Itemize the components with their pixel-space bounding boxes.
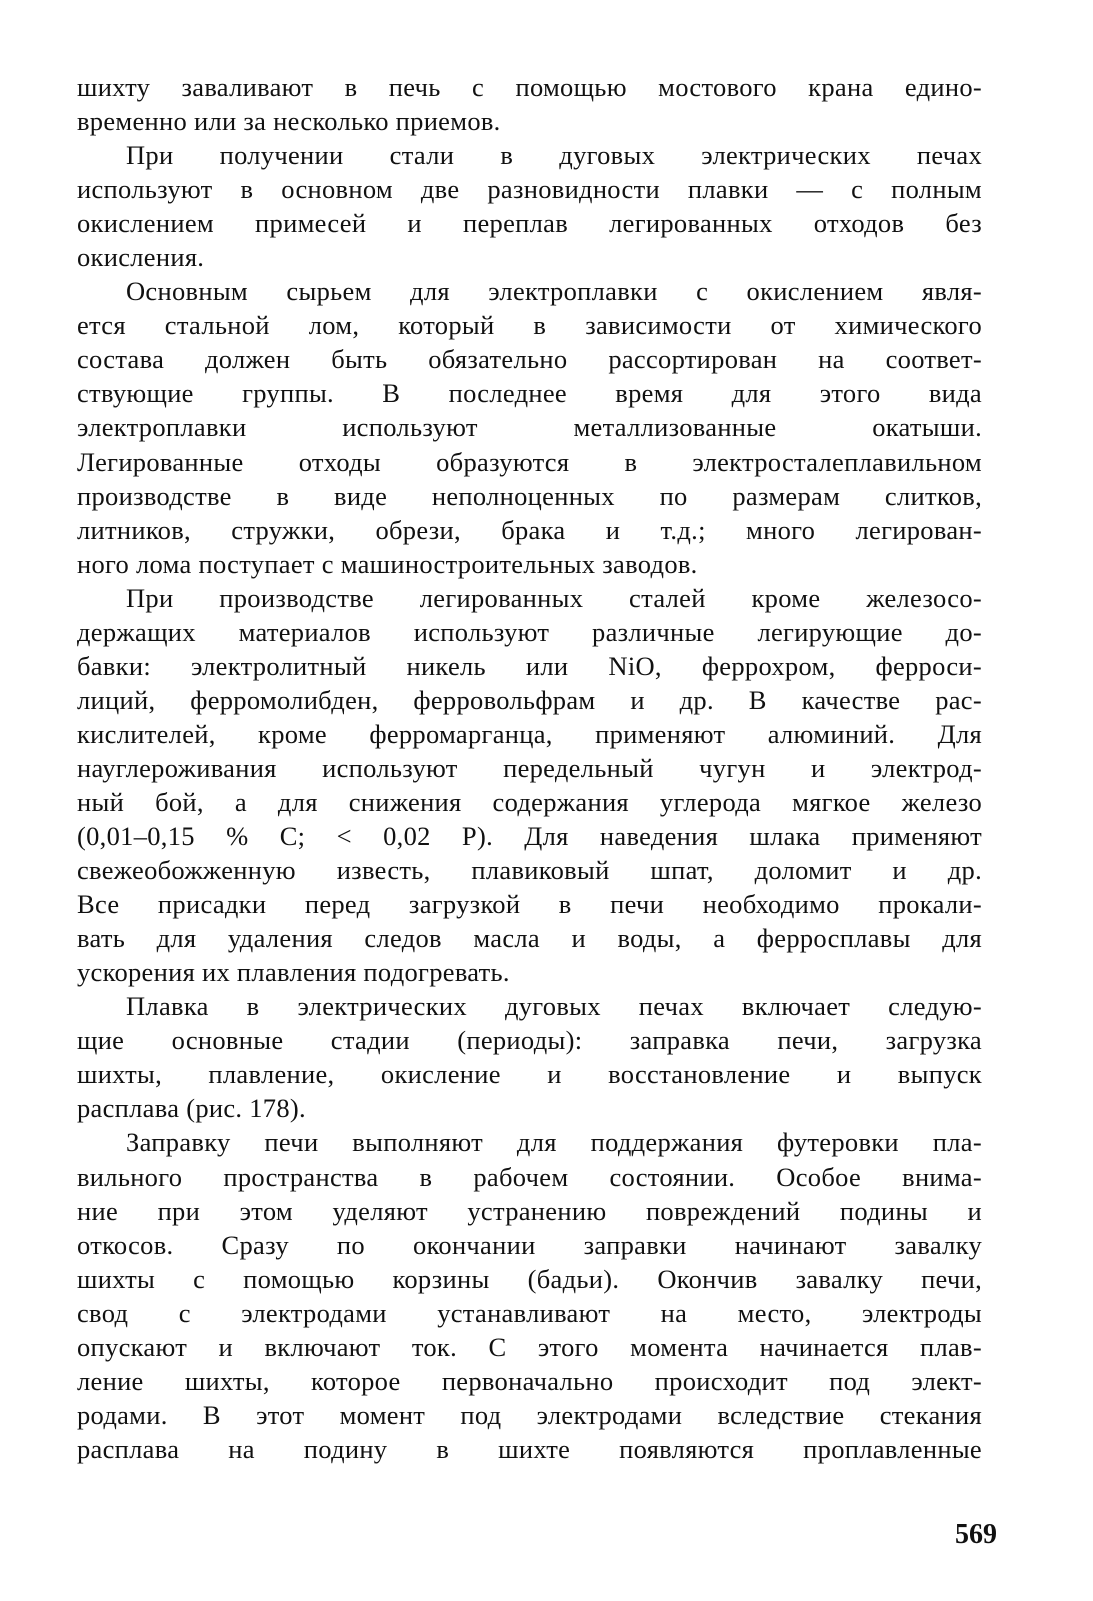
text-line: шихты, плавление, окисление и восстановление и выпуск (77, 1059, 982, 1090)
text-line: электроплавки используют металлизованные окатыши. (77, 412, 982, 443)
text-line: расплава (рис. 178). (77, 1093, 306, 1124)
text-line: используют в основном две разновидности плавки — с полным (77, 174, 982, 205)
text-line: временно или за несколько приемов. (77, 106, 501, 137)
text-line: ется стальной лом, который в зависимости от химического (77, 310, 982, 341)
text-line: вать для удаления следов масла и воды, а ферросплавы для (77, 923, 982, 954)
paragraph-first-line: При получении стали в дуговых электрических печах (126, 140, 982, 171)
text-line: родами. В этот момент под электродами вследствие стекания (77, 1399, 982, 1430)
text-line: свод с электродами устанавливают на место, электроды (77, 1297, 982, 1328)
text-line: вильного пространства в рабочем состоянии. Особое внима- (77, 1161, 982, 1192)
text-line: ствующие группы. В последнее время для этого вида (77, 378, 982, 409)
text-line: ление шихты, которое первоначально происходит под элект- (77, 1365, 982, 1396)
text-line: опускают и включают ток. С этого момента начинается плав- (77, 1331, 982, 1362)
text-line: науглероживания используют передельный чугун и электрод- (77, 752, 982, 783)
text-line: состава должен быть обязательно рассортирован на соответ- (77, 344, 982, 375)
paragraph-first-line: При производстве легированных сталей кроме железосо- (126, 582, 982, 613)
text-line: бавки: электролитный никель или NiO, феррохром, ферроси- (77, 650, 982, 681)
text-line: откосов. Сразу по окончании заправки начинают завалку (77, 1229, 982, 1260)
text-line: держащих материалов используют различные легирующие до- (77, 616, 982, 647)
text-line: кислителей, кроме ферромарганца, применяют алюминий. Для (77, 718, 982, 749)
page-body (77, 70, 982, 1466)
text-line: Все присадки перед загрузкой в печи необходимо прокали- (77, 889, 982, 920)
text-line: ный бой, а для снижения содержания углерода мягкое железо (77, 786, 982, 817)
text-line: шихту заваливают в печь с помощью мостового крана едино- (77, 72, 982, 102)
text-line: (0,01–0,15 % С; < 0,02 Р). Для наведения шлака применяют (77, 821, 982, 852)
text-line: литников, стружки, обрези, брака и т.д.; много легирован- (77, 514, 982, 545)
paragraph-first-line: Плавка в электрических дуговых печах включает следую- (126, 991, 982, 1022)
text-line: ускорения их плавления подогревать. (77, 957, 510, 988)
text-line: окисления. (77, 242, 205, 273)
text-line: Легированные отходы образуются в электросталеплавильном (77, 446, 982, 477)
text-line: окислением примесей и переплав легированных отходов без (77, 208, 982, 239)
text-line: производстве в виде неполноценных по размерам слитков, (77, 480, 982, 511)
text-line: ного лома поступает с машиностроительных заводов. (77, 548, 698, 579)
text-line: щие основные стадии (периоды): заправка печи, загрузка (77, 1025, 982, 1056)
paragraph-first-line: Заправку печи выполняют для поддержания футеровки пла- (126, 1127, 982, 1158)
text-line: ние при этом уделяют устранению повреждений подины и (77, 1195, 982, 1226)
text-line: лиций, ферромолибден, ферровольфрам и др. В качестве рас- (77, 684, 982, 715)
text-line: расплава на подину в шихте появляются проплавленные (77, 1433, 982, 1464)
text-line: свежеобожженную известь, плавиковый шпат, доломит и др. (77, 855, 982, 886)
text-line: шихты с помощью корзины (бадьи). Окончив завалку печи, (77, 1263, 982, 1294)
page-number: 569 (955, 1519, 997, 1550)
paragraph-first-line: Основным сырьем для электроплавки с окислением явля- (126, 276, 982, 307)
